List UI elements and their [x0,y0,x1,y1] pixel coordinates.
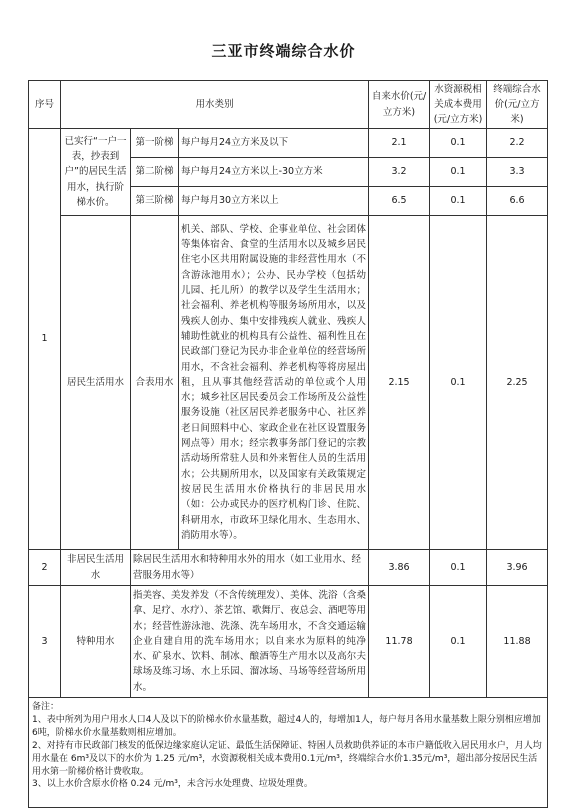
residential-final: 2.25 [487,216,548,550]
note-3: 3、以上水价含原水价格 0.24 元/m³，未含污水处理费、垃圾处理费。 [32,779,313,790]
note-2: 2、对持有市民政部门核发的低保边缘家庭认定证、最低生活保障证、特困人员救助供养证的本市户籍低收入居民用水户，月人均用水量在 6m³及以下的水价为 1.25 元/m³，水资源税相关成本费用0.1元/m³，终端综合水价1.35元/m³，超出部分按居民生活用水第一阶梯价格计费收取。 [32,740,542,777]
tier2-desc: 每户每月24立方米以上-30立方米 [179,158,369,187]
tier1-final: 2.2 [487,129,548,158]
table-row-residential [29,216,548,550]
special-category: 特种用水 [61,586,131,698]
special-seq: 3 [29,586,61,698]
tier2-name: 第二阶梯 [131,158,179,187]
table-row-notes [29,698,548,808]
special-final: 11.88 [487,586,548,698]
nonresidential-tax: 0.1 [430,550,487,586]
residential-desc: 机关、部队、学校、企事业单位、社会团体等集体宿舍、食堂的生活用水以及城乡居民住宅小区共用附属设施的非经营性用水（不含游泳池用水）；公办、民办学校（包括幼儿园、托儿所）的教学以及学生生活用水；社会福利、养老机构等服务场所用水，以及残疾人创办、集中安排残疾人就业、残疾人辅助性就业的机构具有公益性、福利性且在民政部门登记为民办非企业单位的经营场所用水，不含社会福利、养老机构等将房屋出租，且从事其他经营活动的单位或个人用水；城乡社区居民委员会工作场所及公益性服务设施（社区居民养老服务中心、社区养老日间照料中心、家政企业在社区设置服务网点等）用水；经宗教事务部门登记的宗教活动场所常驻人员和外来暂住人员的生活用水；公共厕所用水，以及国家有关政策规定按居民生活用水价格执行的非居民用水（如：公办或民办的医疗机构门诊、住院、科研用水，市政环卫绿化用水、生态用水、消防用水等）。 [179,216,369,550]
residential-category: 居民生活用水 [61,216,131,550]
tier3-final: 6.6 [487,187,548,216]
tier2-tax: 0.1 [430,158,487,187]
residential-tax: 0.1 [430,216,487,550]
tier3-tax: 0.1 [430,187,487,216]
tier2-final: 3.3 [487,158,548,187]
notes-heading: 备注： [32,702,60,712]
nonresidential-final: 3.96 [487,550,548,586]
header-category: 用水类别 [61,81,369,129]
tier1-desc: 每户每月24立方米及以下 [179,129,369,158]
special-desc: 指美容、美发养发（不含传统理发）、美体、洗浴（含桑拿、足疗、水疗）、茶艺馆、歌舞厅、夜总会、酒吧等用水；经营性游泳池、洗涤、洗车场用水，不含交通运输企业自建自用的洗车场用水；以自来水为原料的纯净水、矿泉水、饮料、制冰、酿酒等生产用水以及高尔夫球场及练习场、水上乐园、溜冰场、马场等经营场所用水。 [131,586,369,698]
residential-sub: 合表用水 [131,216,179,550]
nonresidential-tap: 3.86 [369,550,430,586]
table-row-nonresidential [29,550,548,586]
table-row-special [29,586,548,698]
tier3-name: 第三阶梯 [131,187,179,216]
tier2-tap: 3.2 [369,158,430,187]
tiered-group-label: 已实行“一户一表，抄表到户”的居民生活用水，执行阶梯水价。 [61,129,131,216]
notes-cell [29,698,548,808]
row1-seq: 1 [29,129,61,550]
water-price-table [28,80,548,808]
special-tax: 0.1 [430,586,487,698]
page-title: 三亚市终端综合水价 [211,42,356,60]
header-tap-price: 自来水价(元/立方米) [369,81,430,129]
special-tap: 11.78 [369,586,430,698]
tier1-tap: 2.1 [369,129,430,158]
header-seq: 序号 [29,81,61,129]
note-1: 1、表中所列为用户用水人口4人及以下的阶梯水价水量基数，超过4人的，每增加1人，每户每月各用水量基数上限分别相应增加6吨，阶梯水价水量基数则相应增加。 [32,714,541,738]
tier1-name: 第一阶梯 [131,129,179,158]
tier3-tap: 6.5 [369,187,430,216]
header-tax-fee: 水资源税相关成本费用(元/立方米) [430,81,487,129]
table-row-tier1 [29,129,548,158]
header-row [29,81,548,129]
nonresidential-desc: 除居民生活用水和特种用水外的用水（如工业用水、经营服务用水等） [131,550,369,586]
nonresidential-category: 非居民生活用水 [61,550,131,586]
residential-tap: 2.15 [369,216,430,550]
tier1-tax: 0.1 [430,129,487,158]
header-final-price: 终端综合水价(元/立方米) [487,81,548,129]
nonresidential-seq: 2 [29,550,61,586]
tier3-desc: 每户每月30立方米以上 [179,187,369,216]
